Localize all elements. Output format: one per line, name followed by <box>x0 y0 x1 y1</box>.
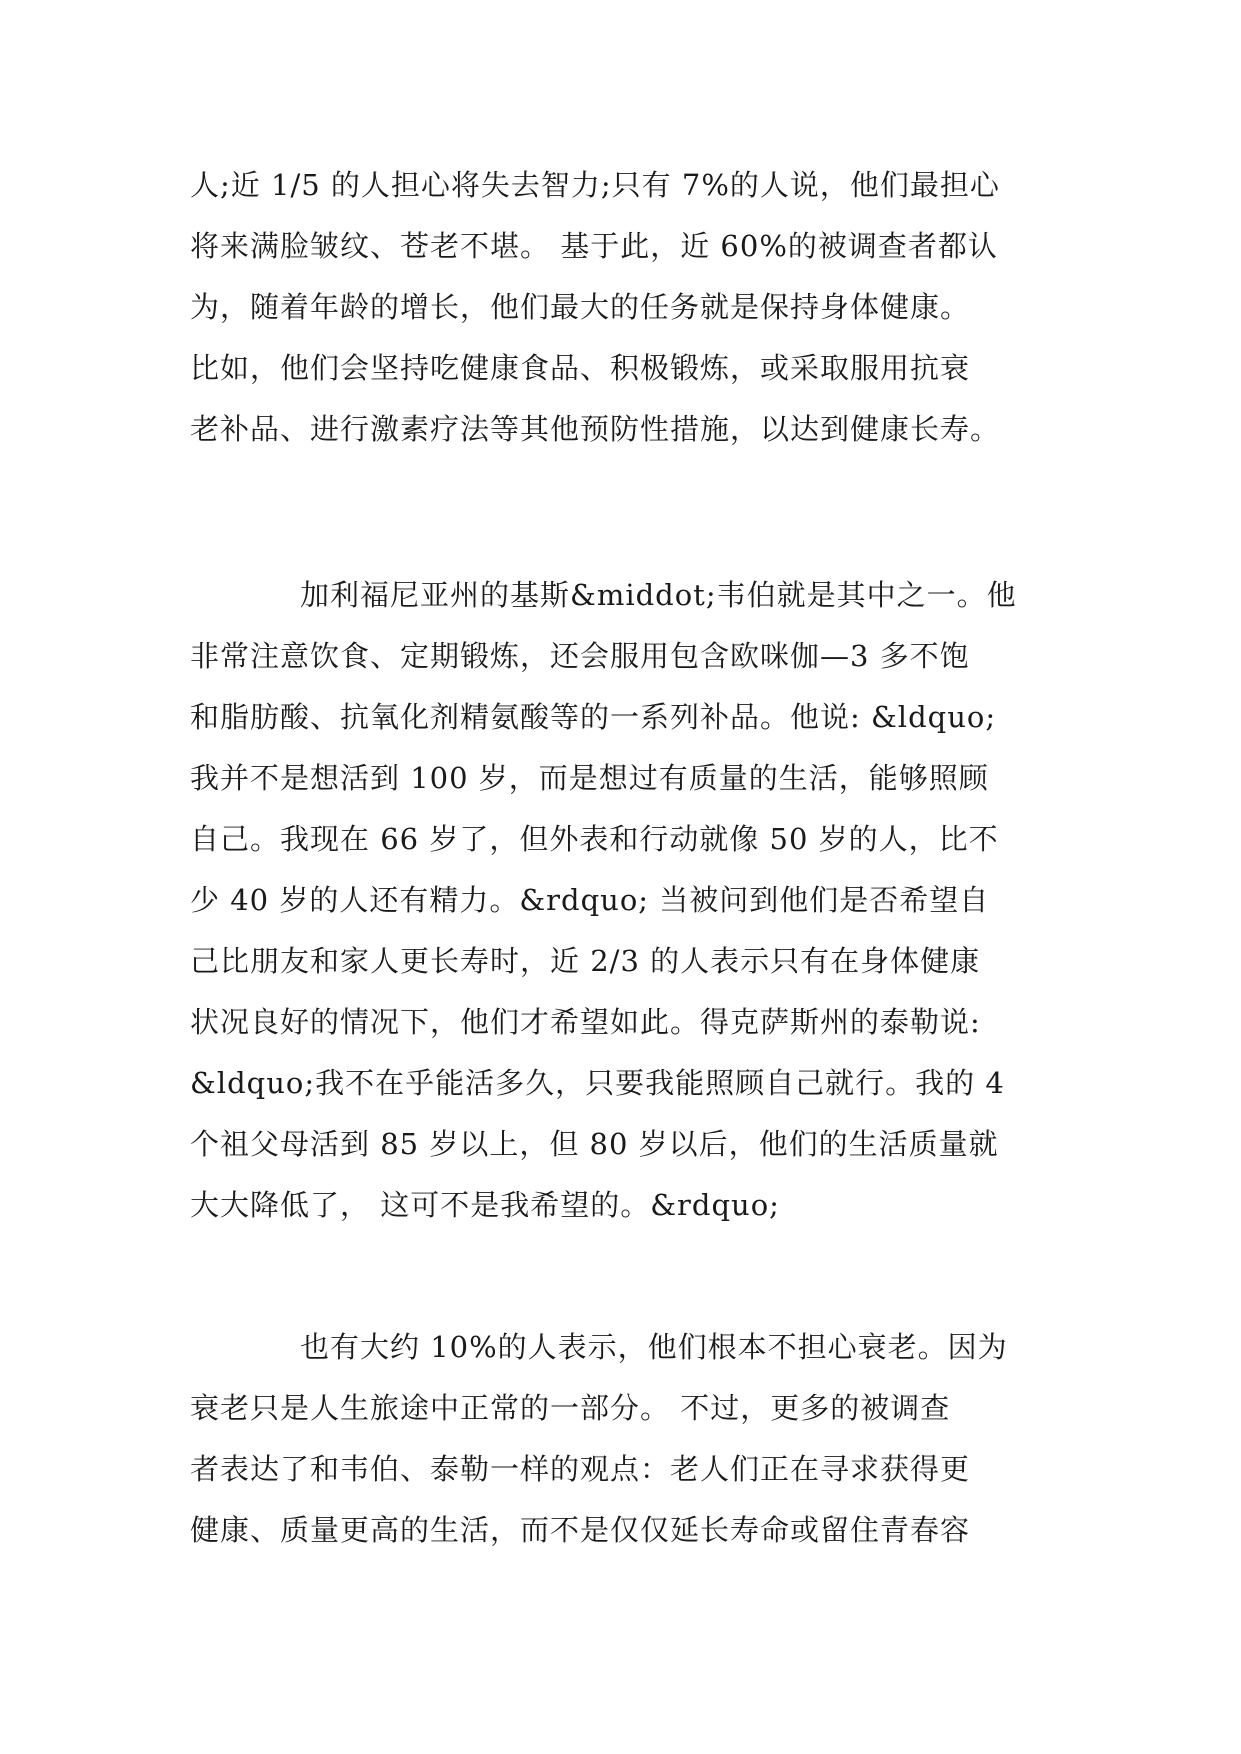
text-line: 老补品、进行激素疗法等其他预防性措施，以达到健康长寿。 <box>190 412 1001 446</box>
text-line: 自己。我现在 66 岁了，但外表和行动就像 50 岁的人，比不 <box>190 822 999 856</box>
text-line: 大大降低了， 这可不是我希望的。&rdquo; <box>190 1188 780 1222</box>
text-line: 将来满脸皱纹、苍老不堪。 基于此，近 60%的被调查者都认 <box>190 229 998 263</box>
text-line: 为，随着年龄的增长，他们最大的任务就是保持身体健康。 <box>190 290 971 324</box>
text-line: 人;近 1/5 的人担心将失去智力;只有 7%的人说，他们最担心 <box>190 168 1000 202</box>
text-line: 衰老只是人生旅途中正常的一部分。 不过，更多的被调查 <box>190 1391 951 1425</box>
text-line-indented: 加利福尼亚州的基斯&middot;韦伯就是其中之一。他 <box>300 578 1017 612</box>
text-line: &ldquo;我不在乎能活多久，只要我能照顾自己就行。我的 4 <box>190 1066 1005 1100</box>
text-line: 个祖父母活到 85 岁以上，但 80 岁以后，他们的生活质量就 <box>190 1127 999 1161</box>
paragraph-3 <box>190 1317 1070 1561</box>
text-line: 比如，他们会坚持吃健康食品、积极锻炼，或采取服用抗衰 <box>190 351 971 385</box>
text-line: 我并不是想活到 100 岁，而是想过有质量的生活，能够照顾 <box>190 761 989 795</box>
text-line: 己比朋友和家人更长寿时，近 2/3 的人表示只有在身体健康 <box>190 944 981 978</box>
text-line: 非常注意饮食、定期锻炼，还会服用包含欧咪伽—3 多不饱 <box>190 639 970 673</box>
paragraph-2 <box>190 565 1070 1236</box>
text-line: 状况良好的情况下，他们才希望如此。得克萨斯州的泰勒说: <box>190 1005 981 1039</box>
paragraph-1 <box>190 155 1070 460</box>
text-line: 少 40 岁的人还有精力。&rdquo; 当被问到他们是否希望自 <box>190 883 990 917</box>
text-line: 者表达了和韦伯、泰勒一样的观点：老人们正在寻求获得更 <box>190 1452 971 1486</box>
text-line: 健康、质量更高的生活，而不是仅仅延长寿命或留住青春容 <box>190 1513 971 1547</box>
text-line-indented: 也有大约 10%的人表示，他们根本不担心衰老。因为 <box>300 1330 1008 1364</box>
text-line: 和脂肪酸、抗氧化剂精氨酸等的一系列补品。他说: &ldquo; <box>190 700 997 734</box>
